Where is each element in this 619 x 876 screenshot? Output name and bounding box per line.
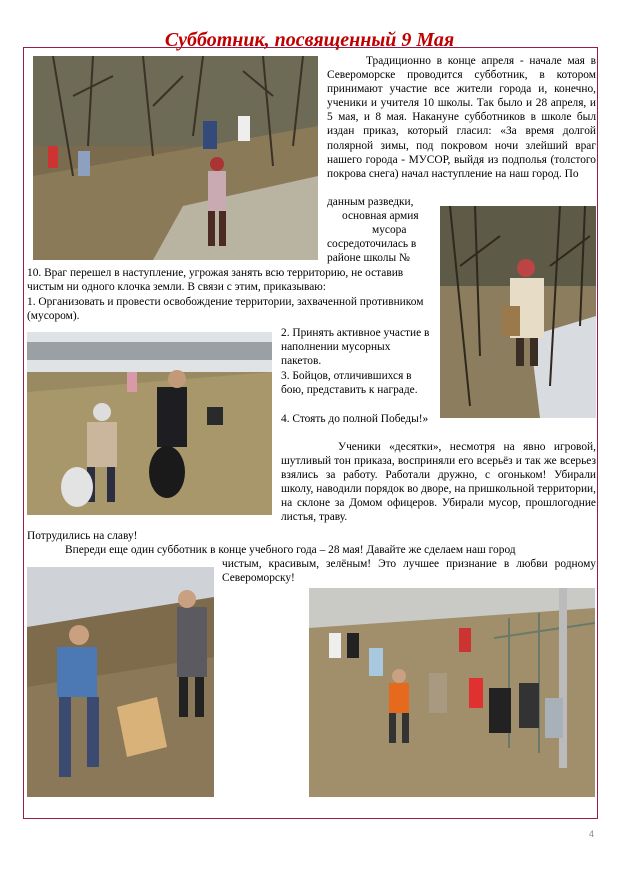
photo-student-with-paper-bag (27, 567, 214, 797)
paragraph-intro: Традиционно в конце апреля - начале мая в Североморске проводится субботник, в котором принимают участие все жители города и, конечно, ученики и учителя 10 школы. Так было и 28 апреля, и 5 мая, и 8 мая. Накануне субботников в школе был издан приказ, который гласил: «За время долгой полярной зимы, под покровом ночи злейший враг нашего города - МУСОР, выйдя из подполья (толстого покрова снега) начал наступление на наш город. По (327, 55, 596, 180)
order-item-1: 1. Организовать и провести освобождение территории, захваченной противником (мусором). (27, 296, 424, 323)
photo-slope-cleanup (33, 56, 318, 260)
photo-woman-with-bag (440, 206, 596, 418)
paragraph-enemy-offensive: 10. Враг перешел в наступление, угрожая занять всю территорию, не оставив чистым ни одного клочка земли. В связи с этим, приказываю: (27, 267, 404, 294)
photo-students-near-fence (309, 588, 595, 797)
order-item-3: 3. Бойцов, отличившихся в бою, представить к награде. (281, 370, 418, 397)
page-number: 4 (589, 829, 595, 839)
paragraph-intel-column (327, 195, 437, 265)
paragraph-intel-line-3: мусора (372, 224, 407, 237)
page-title: Субботник, посвященный 9 Мая (164, 29, 455, 51)
paragraph-call-to-action: чистым, красивым, зелёным! Это лучшее признание в любви родному Североморску! (222, 558, 596, 585)
paragraph-students-response: Ученики «десятки», несмотря на явно игровой, шутливый тон приказа, восприняли его всерьёз и так же всерьез взялись за работу. Работали дружно, с огоньком! Убирали школу, наводили порядок во дворе, на пришкольной территории, на склоне за Домом офицеров. Убирали мусор, прошлогодние листья, траву. (281, 441, 596, 524)
paragraph-next-event: Впереди еще один субботник в конце учебного года – 28 мая! Давайте же сделаем наш город (65, 544, 516, 556)
paragraph-intel-line-5: районе школы № (327, 252, 410, 265)
order-item-2: 2. Принять активное участие в наполнении мусорных пакетов. (281, 327, 430, 368)
paragraph-intel-line-1: данным разведки, (327, 196, 414, 208)
order-item-4: 4. Стоять до полной Победы!» (281, 413, 429, 425)
paragraph-intel-line-4: сосредоточилась в (327, 238, 417, 251)
photo-pensioners-with-bags (27, 332, 272, 515)
paragraph-well-done: Потрудились на славу! (27, 530, 138, 542)
paragraph-intel-line-2: основная армия (342, 210, 419, 223)
